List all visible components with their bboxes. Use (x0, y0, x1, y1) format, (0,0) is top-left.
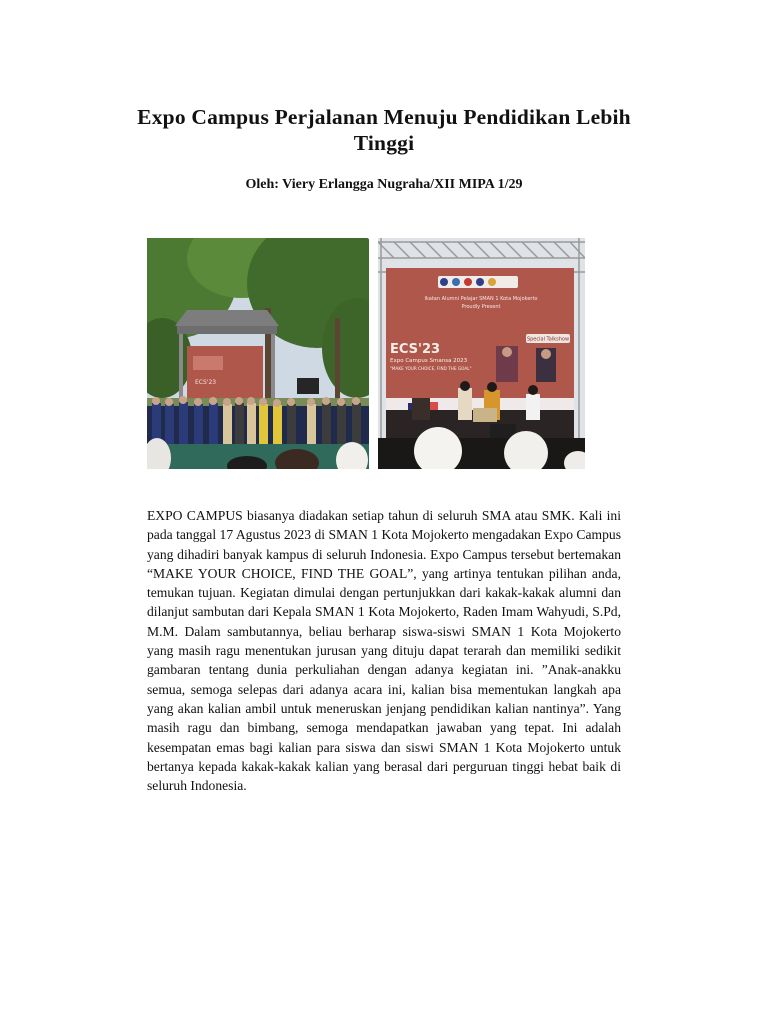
left-banner-label: ECS'23 (195, 379, 217, 386)
photo-outdoor-stage-crowd (147, 238, 369, 469)
banner-special-talkshow: Special Talkshow (526, 336, 570, 343)
banner-theme: "MAKE YOUR CHOICE, FIND THE GOAL" (390, 366, 472, 371)
photo-talkshow-stage (378, 238, 585, 469)
banner-proudly-present: Proudly Present (461, 304, 501, 310)
banner-ecs23: ECS'23 (390, 342, 441, 357)
author-byline: Oleh: Viery Erlangga Nugraha/XII MIPA 1/29 (245, 177, 523, 192)
document-title: Expo Campus Perjalanan Menuju Pendidikan Lebih Tinggi (137, 105, 631, 155)
article-body: EXPO CAMPUS biasanya diadakan setiap tahun di seluruh SMA atau SMK. Kali ini pada tanggal 17 Agustus 2023 di SMAN 1 Kota Mojokerto mengadakan Expo Campus yang dihadiri banyak kampus di seluruh Indonesia. Expo Campus tersebut bertemakan “MAKE YOUR CHOICE, FIND THE GOAL”, yang artinya tentukan pilihan anda, temukan tujuan. Kegiatan dimulai dengan pertunjukkan dari kakak-kakak alumni dan dilanjut sambutan dari Kepala SMAN 1 Kota Mojokerto, Raden Imam Wahyudi, S.Pd, M.M. Dalam sambutannya, beliau berharap siswa-siswi SMAN 1 Kota Mojokerto yang masih ragu menentukan jurusan yang dituju dapat terarah dan memiliki sedikit gambaran tentang dunia perkuliahan dengan adanya kegiatan ini. ”Anak-anakku semua, semoga selepas dari adanya acara ini, kalian bisa mementukan langkah apa yang akan kalian ambil untuk meneruskan jenjang pendidikan kalian nantinya”. Yang masih ragu dan bimbang, semoga mendapatkan jawaban yang tepat. Ini adalah kesempatan emas bagi kalian para siswa dan siswi SMAN 1 Kota Mojokerto untuk bertanya kepada kakak-kakak kalian yang berasal dari perguruan tinggi hebat baik di seluruh Indonesia. (147, 508, 621, 794)
banner-organizer: Ikatan Alumni Pelajar SMAN 1 Kota Mojokerto (424, 296, 538, 302)
banner-subtitle: Expo Campus Smansa 2023 (390, 358, 468, 364)
